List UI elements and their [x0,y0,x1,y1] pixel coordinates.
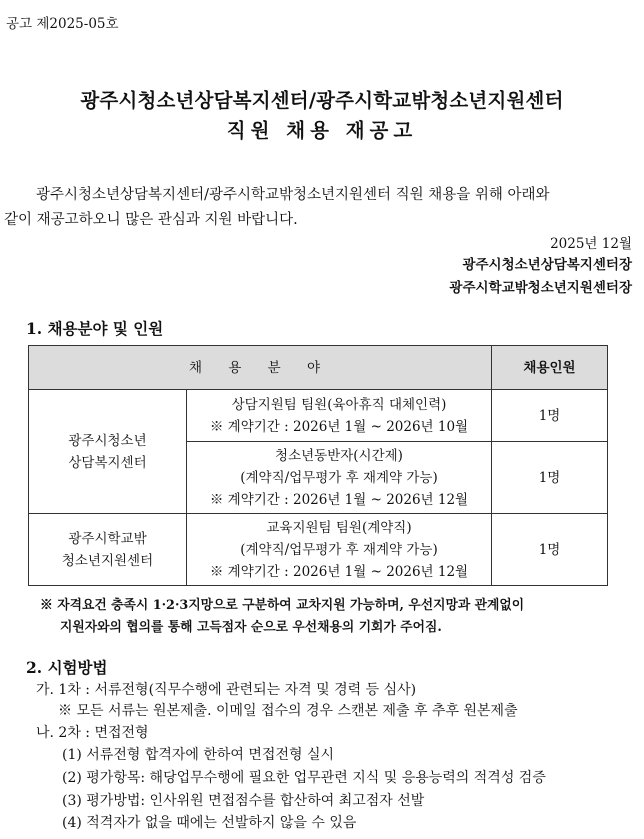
exam-stage-2: 나. 2차 : 면접전형 [36,725,149,741]
contract-period: ※ 계약기간 : 2026년 1월 ~ 2026년 10월 [209,418,469,435]
position-cell [187,514,492,586]
intro-line-1: 광주시청소년상담복지센터/광주시학교밖청소년지원센터 직원 채용을 위해 아래와 [36,187,550,203]
notice-date: 2025년 12월 [550,236,632,252]
org-name-line: 광주시청소년 [68,432,147,449]
page-title: 광주시청소년상담복지센터/광주시학교밖청소년지원센터 [80,89,564,112]
count-cell: 1명 [492,390,608,442]
exam-item: (4) 적격자가 없을 때에는 선발하지 않을 수 있음 [62,815,357,831]
contract-note: (계약직/업무평가 후 재계약 가능) [240,541,438,558]
org-name-line: 상담복지센터 [68,454,147,471]
contract-note: (계약직/업무평가 후 재계약 가능) [240,469,438,486]
notice-number: 공고 제2025-05호 [6,16,119,32]
table-row [29,514,608,586]
recruitment-table [28,345,608,586]
org-name-line: 광주시학교밖 [68,530,147,547]
exam-item: (3) 평가방법: 인사위원 면접점수를 합산하여 최고점자 선발 [62,793,425,809]
position-cell [187,390,492,442]
table-header-field: 채 용 분 야 [29,346,492,390]
exam-item: (1) 서류전형 합격자에 한하여 면접전형 실시 [62,747,334,763]
eligibility-note-line-1: ※ 자격요건 충족시 1·2·3지망으로 구분하여 교차지원 가능하며, 우선지망과 관계없이 [40,598,525,613]
page-subtitle: 직원 채용 재공고 [226,119,418,142]
exam-stage-1: 가. 1차 : 서류전형(직무수행에 관련되는 자격 및 경력 등 심사) [36,682,417,698]
contract-period: ※ 계약기간 : 2026년 1월 ~ 2026년 12월 [209,563,469,580]
exam-stage-1-note: ※ 모든 서류는 원본제출. 이메일 접수의 경우 스캔본 제출 후 추후 원본제출 [58,703,518,719]
table-row [29,390,608,442]
intro-line-2: 같이 재공고하오니 많은 관심과 지원 바랍니다. [4,212,298,228]
count-cell: 1명 [492,514,608,586]
section-heading-exam: 2. 시험방법 [26,658,108,677]
contract-period: ※ 계약기간 : 2026년 1월 ~ 2026년 12월 [209,491,469,508]
org-name-line: 청소년지원센터 [61,552,154,569]
signature-center-2: 광주시학교밖청소년지원센터장 [449,280,632,296]
table-header-count: 채용인원 [492,346,608,390]
exam-item: (2) 평가항목: 해당업무수행에 필요한 업무관련 지식 및 응용능력의 적격성 검증 [62,770,546,786]
position-title: 상담지원팀 팀원(육아휴직 대체인력) [231,396,447,413]
position-cell [187,442,492,514]
org-cell-counseling [29,390,187,514]
eligibility-note-line-2: 지원자와의 협의를 통해 고득점자 순으로 우선채용의 기회가 주어짐. [60,620,442,635]
org-cell-out-of-school [29,514,187,586]
position-title: 청소년동반자(시간제) [275,447,403,464]
count-cell: 1명 [492,442,608,514]
position-title: 교육지원팀 팀원(계약직) [266,519,412,536]
section-heading-recruitment: 1. 채용분야 및 인원 [26,319,164,338]
signature-center-1: 광주시청소년상담복지센터장 [462,257,632,273]
